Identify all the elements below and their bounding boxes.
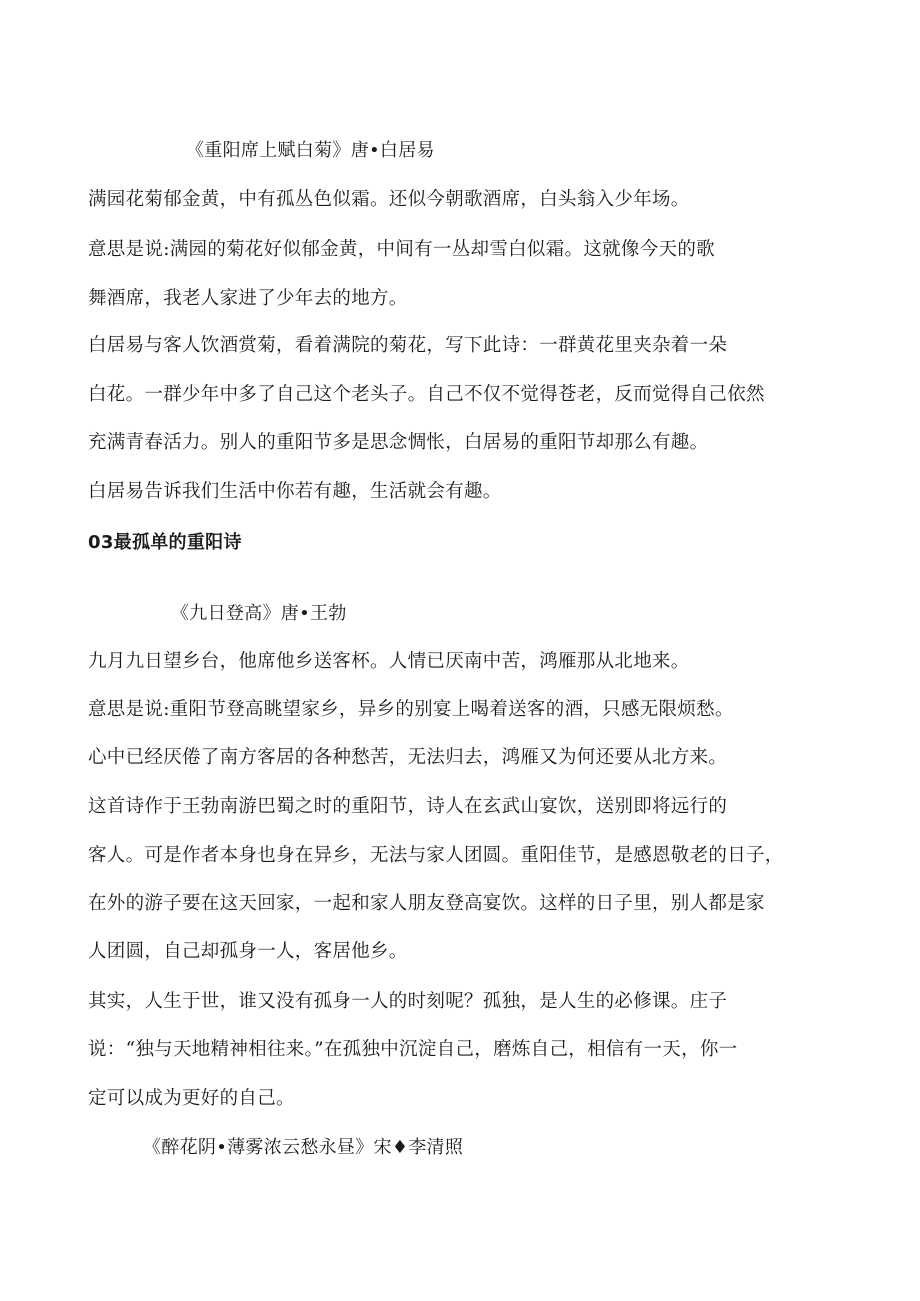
- reflection-line-3: 定可以成为更好的自己。: [88, 1088, 295, 1109]
- poem-text: 满园花菊郁金黄，中有孤丛色似霜。还似今朝歌酒席，白头翁入少年场。: [88, 189, 690, 210]
- poem-title-chongyang-baiju: 《重阳席上赋白菊》唐•白居易: [186, 140, 435, 161]
- commentary-line-2: 白花。一群少年中多了自己这个老头子。自己不仅不觉得苍老，反而觉得自己依然: [88, 384, 765, 405]
- reflection-line-1: 其实，人生于世，谁又没有孤身一人的时刻呢？孤独，是人生的必修课。庄子: [88, 991, 728, 1012]
- commentary-line-3: 充满青春活力。别人的重阳节多是思念惆怅，白居易的重阳节却那么有趣。: [88, 432, 709, 453]
- poem-text: 九月九日望乡台，他席他乡送客杯。人情已厌南中苦，鸿雁那从北地来。: [88, 651, 690, 672]
- section-heading: 03最孤单的重阳诗: [88, 532, 242, 553]
- meaning-line-2: 心中已经厌倦了南方客居的各种愁苦，无法归去，鸿雁又为何还要从北方来。: [88, 747, 728, 768]
- commentary-line-4: 人团圆，自己却孤身一人，客居他乡。: [88, 941, 408, 962]
- reflection-line-2: 说：“独与天地精神相往来。”在孤独中沉淀自己，磨炼自己，相信有一天，你一: [88, 1039, 738, 1060]
- next-poem-title: 《醉花阴•薄雾浓云愁永昼》宋♦李清照: [143, 1137, 464, 1158]
- meaning-line-1: 意思是说:满园的菊花好似郁金黄，中间有一丛却雪白似霜。这就像今天的歌: [88, 239, 715, 260]
- conclusion-line: 白居易告诉我们生活中你若有趣，生活就会有趣。: [88, 481, 502, 502]
- meaning-line-1: 意思是说:重阳节登高眺望家乡，异乡的别宴上喝着送客的酒，只感无限烦愁。: [88, 699, 734, 720]
- poem-title-jiuri-denggao: 《九日登高》唐•王勃: [171, 603, 347, 624]
- commentary-line-2: 客人。可是作者本身也身在异乡，无法与家人团圆。重阳佳节，是感恩敬老的日子，: [88, 845, 784, 866]
- commentary-line-3: 在外的游子要在这天回家，一起和家人朋友登高宴饮。这样的日子里，别人都是家: [88, 893, 765, 914]
- commentary-line-1: 这首诗作于王勃南游巴蜀之时的重阳节，诗人在玄武山宴饮，送别即将远行的: [88, 796, 728, 817]
- meaning-line-2: 舞酒席，我老人家进了少年去的地方。: [88, 288, 408, 309]
- commentary-line-1: 白居易与客人饮酒赏菊，看着满院的菊花，写下此诗：一群黄花里夹杂着一朵: [88, 335, 728, 356]
